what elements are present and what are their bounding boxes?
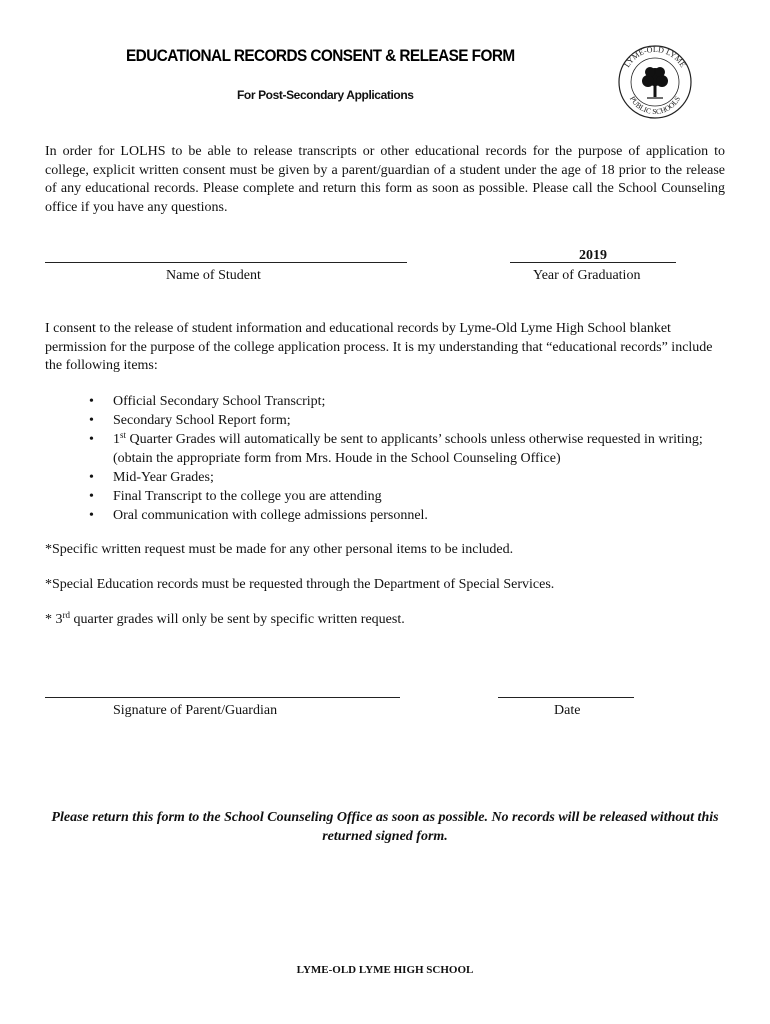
bullet-icon: • (89, 413, 94, 428)
return-notice: Please return this form to the School Counseling Office as soon as possible. No records will be released without this returned signed form. (51, 810, 719, 844)
svg-text:PUBLIC SCHOOLS: PUBLIC SCHOOLS (627, 94, 683, 117)
bullet-icon: • (89, 394, 94, 409)
form-subtitle: For Post-Secondary Applications (237, 88, 414, 102)
student-name-label: Name of Student (166, 268, 261, 283)
records-list (85, 392, 715, 525)
note-special-education: *Special Education records must be requested through the Department of Special Services. (45, 577, 555, 592)
signature-label: Signature of Parent/Guardian (113, 703, 278, 718)
signature-line[interactable] (45, 697, 400, 698)
school-name-footer: LYME-OLD LYME HIGH SCHOOL (296, 964, 474, 976)
note-third-quarter: * 3rd quarter grades will only be sent by specific written request. (45, 610, 405, 627)
list-item: • Mid-Year Grades; (89, 470, 214, 485)
list-item: • Final Transcript to the college you are attending (89, 489, 382, 504)
date-label: Date (554, 703, 581, 718)
form-title: EDUCATIONAL RECORDS CONSENT & RELEASE FORM (126, 47, 515, 65)
student-name-line[interactable] (45, 262, 407, 263)
bullet-icon: • (89, 470, 94, 485)
note-specific-request: *Specific written request must be made for any other personal items to be included. (45, 542, 514, 557)
list-item: • Secondary School Report form; (89, 413, 291, 428)
bullet-icon: • (89, 508, 94, 523)
graduation-year-value: 2019 (579, 248, 607, 263)
date-line[interactable] (498, 697, 634, 698)
bullet-icon: • (89, 489, 94, 504)
bullet-icon: • (89, 432, 94, 447)
graduation-year-label: Year of Graduation (533, 268, 641, 283)
graduation-year-line[interactable] (510, 262, 676, 263)
list-item: • Oral communication with college admissions personnel. (89, 508, 428, 523)
svg-text:LYME-OLD LYME: LYME-OLD LYME (622, 44, 688, 69)
list-item: • 1st Quarter Grades will automatically be sent to applicants’ schools unless otherwise requested in writing; (obtain the appropriate form from Mrs. Houde in the School Counseling Office) (89, 430, 703, 466)
school-seal-logo (617, 44, 693, 120)
consent-paragraph: I consent to the release of student information and educational records by Lyme-Old Lyme High School blanket permission for the purpose of the college application process. It is my understanding that “educational records” include the following items: (45, 321, 713, 373)
intro-paragraph: In order for LOLHS to be able to release transcripts or other educational records for the purpose of application to college, explicit written consent must be given by a parent/guardian of a student under the age of 18 prior to the release of any educational records. Please complete and return this form as soon as possible. Please call the School Counseling office if you have any questions. (45, 144, 725, 215)
list-item: • Official Secondary School Transcript; (89, 394, 326, 409)
